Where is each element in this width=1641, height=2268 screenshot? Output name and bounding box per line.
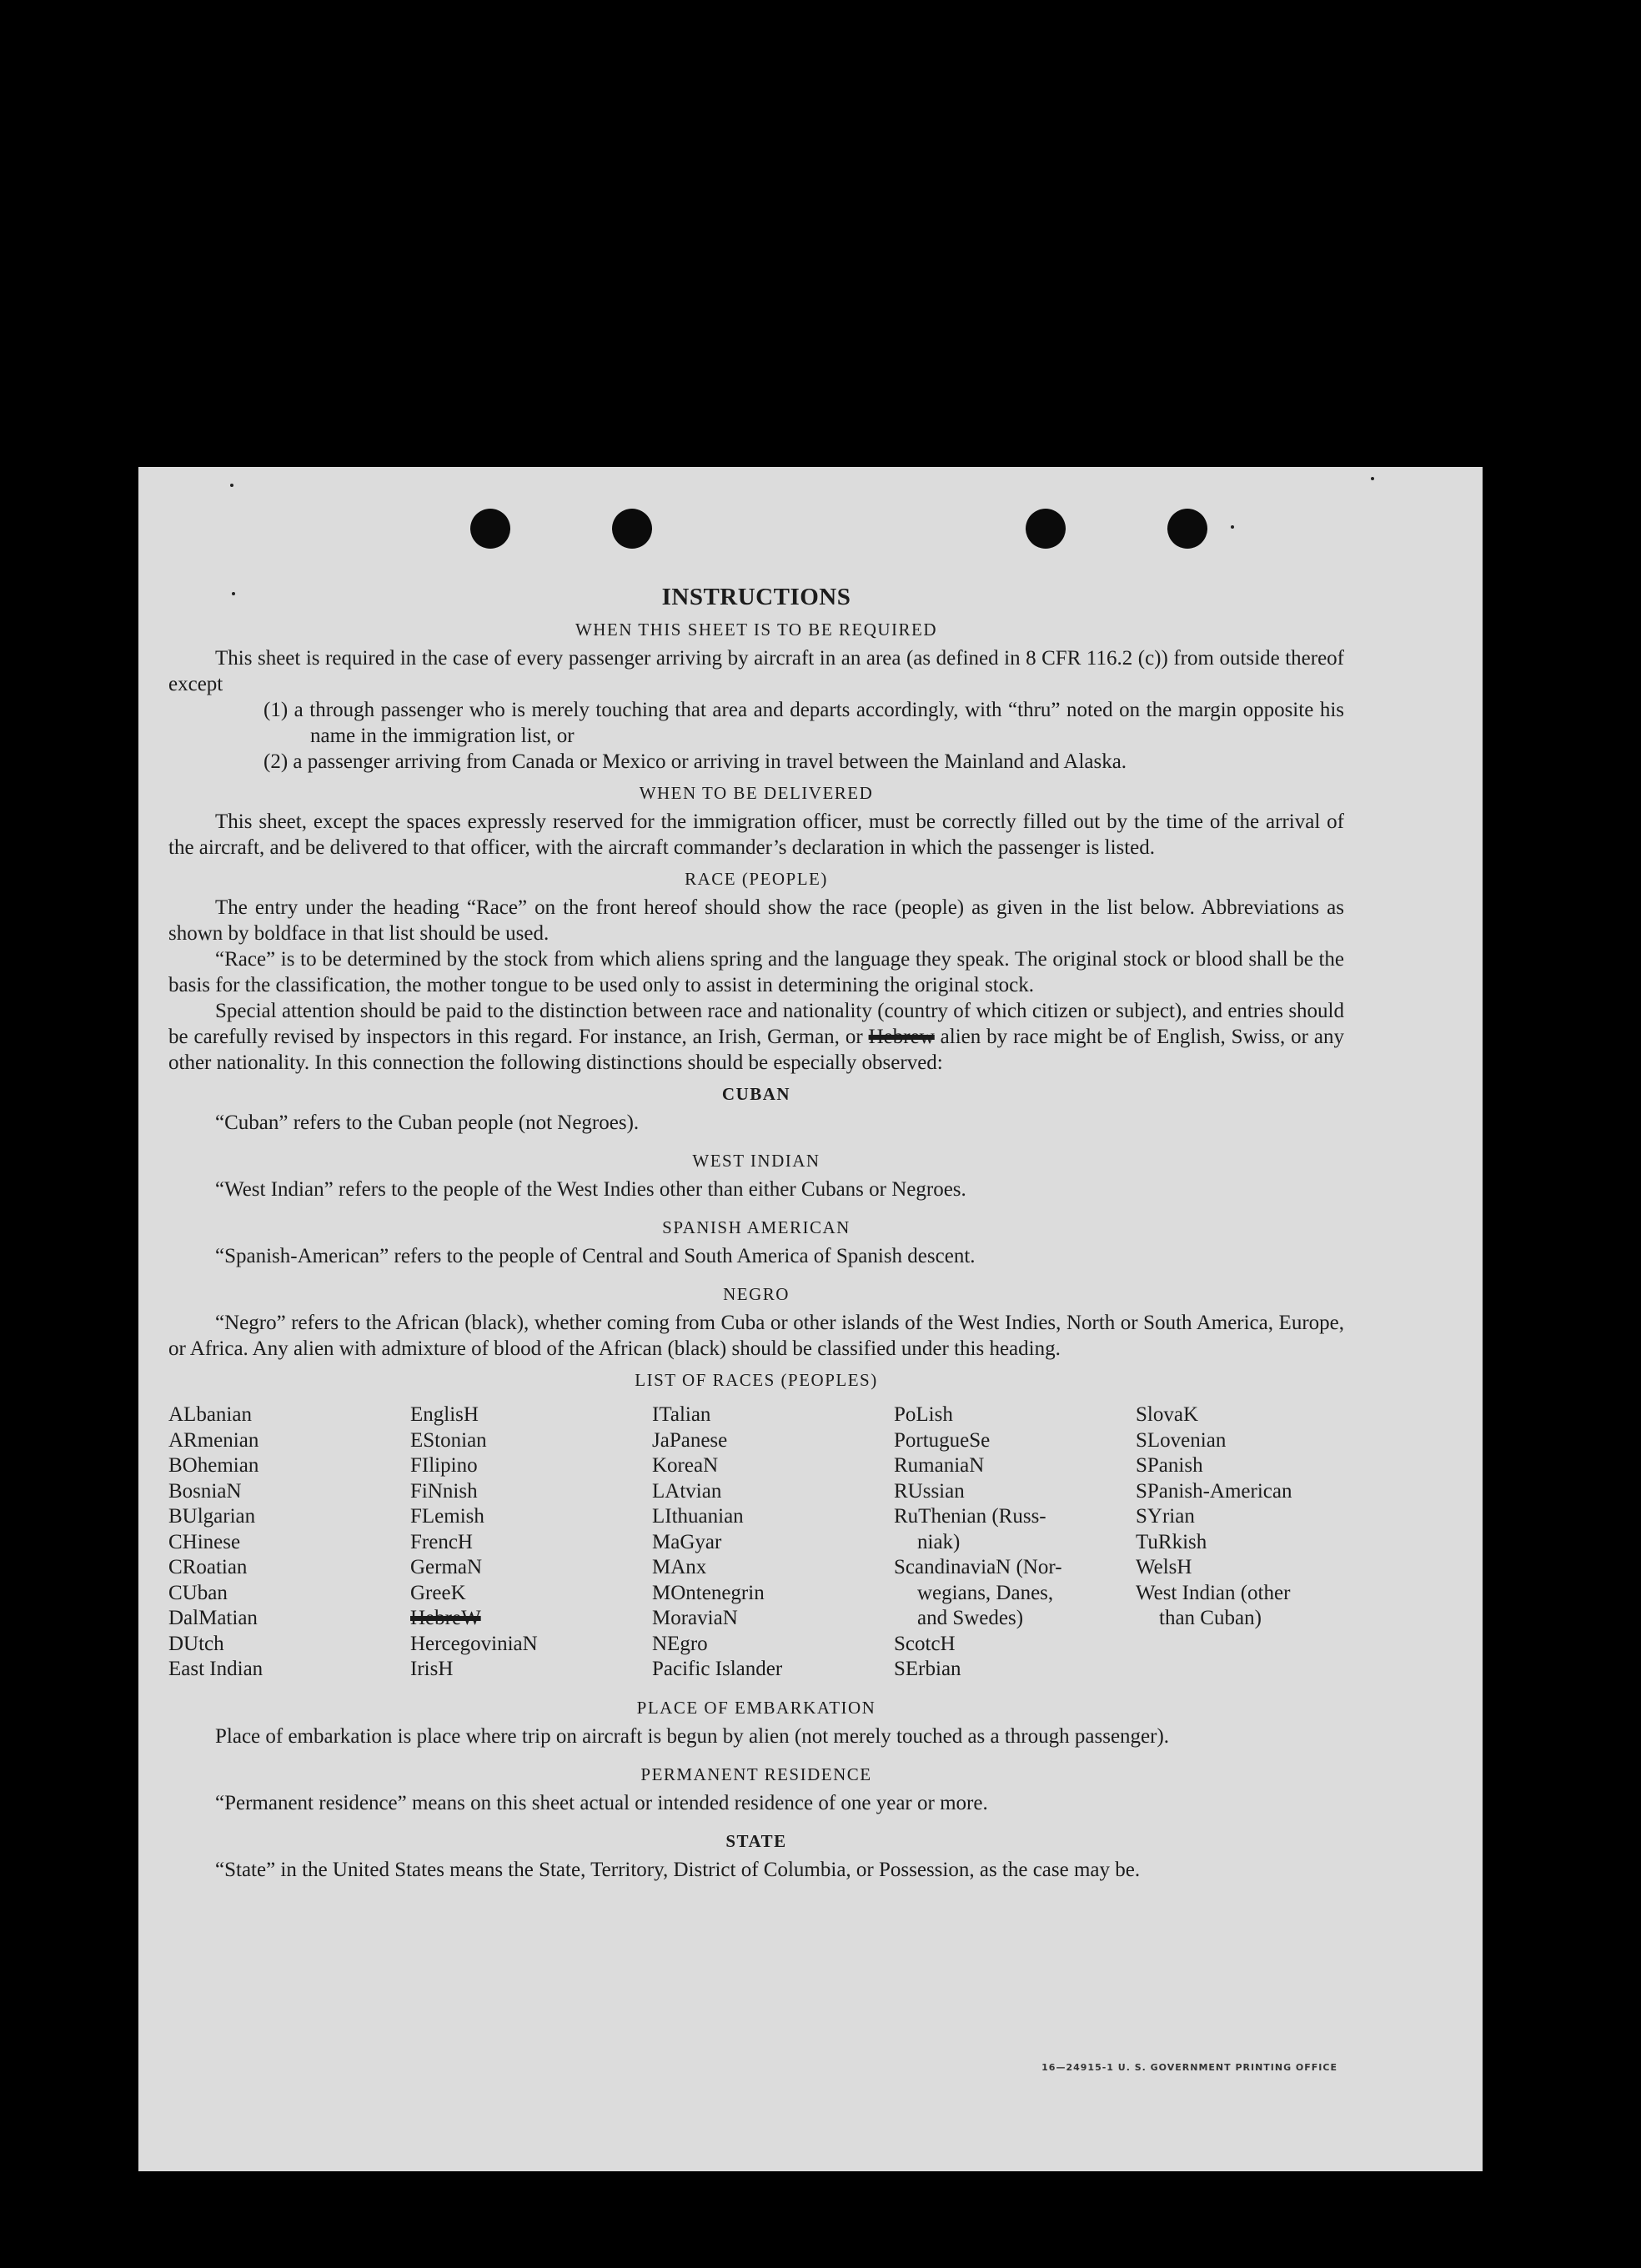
races-column <box>410 1402 652 1683</box>
race-paragraph-1: The entry under the heading “Race” on the front hereof should show the race (people) as given in the list below. Abbreviations as shown by boldface in that list should be used. <box>168 896 1344 945</box>
punch-hole <box>1026 509 1066 549</box>
definition-cuban: “Cuban” refers to the Cuban people (not Negroes). <box>215 1111 640 1134</box>
races-list-heading: LIST OF RACES (PEOPLES) <box>635 1370 878 1390</box>
race-entry: DUtch <box>168 1632 224 1655</box>
section-heading-required: WHEN THIS SHEET IS TO BE REQUIRED <box>575 620 938 640</box>
race-entry: CHinese <box>168 1530 241 1553</box>
definition-spanish-american: “Spanish-American” refers to the people of Central and South America of Spanish descent. <box>215 1245 976 1267</box>
race-paragraph-3 <box>168 998 1344 1076</box>
race-entry: East Indian <box>168 1658 263 1680</box>
race-entry-struck: HebreW <box>410 1607 481 1629</box>
race-entry: MoraviaN <box>652 1607 738 1629</box>
race-entry: SPanish <box>1136 1454 1203 1477</box>
race-entry: GreeK <box>410 1581 466 1604</box>
definition-heading-negro: NEGRO <box>723 1284 790 1304</box>
closing-heading-residence: PERMANENT RESIDENCE <box>640 1764 872 1784</box>
race-entry: NEgro <box>652 1632 708 1655</box>
race-entry: BosniaN <box>168 1479 242 1503</box>
special-text-b: alien by race might be of English, Swiss, or any other nationality. In this connection the following distinctions should be especially observed: <box>168 1026 1345 1074</box>
race-entry-continued: wegians, Danes, <box>917 1581 1054 1604</box>
race-entry: KoreaN <box>652 1454 719 1477</box>
race-entry-continued: niak) <box>917 1530 961 1553</box>
race-entry: RuThenian (Russ- <box>894 1505 1046 1528</box>
race-entry: WelsH <box>1136 1556 1192 1578</box>
race-entry: PoLish <box>894 1403 953 1426</box>
required-intro: This sheet is required in the case of every passenger arriving by aircraft in an area (as defined in 8 CFR 116.2 (c)) from outside thereof except <box>168 647 1344 695</box>
race-entry: CUban <box>168 1581 228 1604</box>
race-entry: ScandinaviaN (Nor- <box>894 1556 1062 1578</box>
races-column <box>168 1402 410 1683</box>
punch-hole <box>470 509 510 549</box>
race-entry: DalMatian <box>168 1607 258 1629</box>
race-entry: RUssian <box>894 1479 965 1503</box>
race-entry: SLovenian <box>1136 1428 1227 1452</box>
closing-heading-state: STATE <box>725 1830 787 1851</box>
races-column <box>894 1402 1136 1683</box>
race-entry: SErbian <box>894 1658 961 1680</box>
section-heading-delivered: WHEN TO BE DELIVERED <box>639 783 874 803</box>
struck-word: Hebrew <box>868 1026 935 1048</box>
race-entry: FIlipino <box>410 1454 478 1477</box>
section-heading-race: RACE (PEOPLE) <box>685 869 828 889</box>
document-sheet <box>138 467 1483 2171</box>
closing-heading-embarkation: PLACE OF EMBARKATION <box>636 1697 876 1718</box>
race-paragraph-2: “Race” is to be determined by the stock from which aliens spring and the language they speak. The original stock or blood shall be the basis for the classification, the mother tongue to be used only to assist in determining the original stock. <box>168 948 1344 996</box>
dust-speck <box>1231 525 1234 529</box>
definition-heading-cuban: CUBAN <box>721 1084 791 1104</box>
race-entry: FrencH <box>410 1530 473 1553</box>
race-entry: FLemish <box>410 1505 484 1528</box>
definition-negro: “Negro” refers to the African (black), whether coming from Cuba or other islands of the West Indies, North or South America, Europe, or Africa. Any alien with admixture of blood of the African (black) should be classified under this heading. <box>168 1312 1344 1360</box>
special-text-a: Special attention should be paid to the distinction between race and nationality (country of which citizen or subject), and entries should be carefully revised by inspectors in this regard. For instance, an Irish, German, or <box>168 1000 1344 1048</box>
closing-state: “State” in the United States means the State, Territory, District of Columbia, or Possession, as the case may be. <box>215 1858 1141 1881</box>
race-entry: SPanish-American <box>1136 1479 1292 1503</box>
race-entry: RumaniaN <box>894 1454 985 1477</box>
race-entry: LIthuanian <box>652 1505 744 1528</box>
race-entry: MAnx <box>652 1556 707 1578</box>
races-column <box>1136 1402 1369 1683</box>
dust-speck <box>230 484 233 487</box>
race-entry: HercegoviniaN <box>410 1632 538 1655</box>
race-entry-continued: than Cuban) <box>1159 1607 1262 1629</box>
race-entry: EStonian <box>410 1428 487 1452</box>
punch-hole <box>612 509 652 549</box>
race-entry: ScotcH <box>894 1632 956 1655</box>
definition-west-indian: “West Indian” refers to the people of the West Indies other than either Cubans or Negroes. <box>215 1178 966 1201</box>
race-entry: SYrian <box>1136 1505 1195 1528</box>
race-entry: Pacific Islander <box>652 1658 783 1680</box>
race-entry: IrisH <box>410 1658 454 1680</box>
race-entry: CRoatian <box>168 1556 248 1578</box>
delivered-paragraph: This sheet, except the spaces expressly reserved for the immigration officer, must be correctly filled out by the time of the arrival of the aircraft, and be delivered to that officer, with the aircraft commander’s declaration in which the passenger is listed. <box>168 810 1344 859</box>
race-entry-continued: and Swedes) <box>917 1607 1024 1629</box>
page-title: INSTRUCTIONS <box>661 584 851 610</box>
exception-item-1: (1) a through passenger who is merely touching that area and departs accordingly, with “thru” noted on the margin opposite his name in the immigration list, or <box>263 699 1344 747</box>
race-entry: JaPanese <box>652 1428 728 1452</box>
race-entry: ITalian <box>652 1403 711 1426</box>
race-entry: ARmenian <box>168 1428 259 1452</box>
race-entry: GermaN <box>410 1556 483 1578</box>
dust-speck <box>1371 477 1374 480</box>
race-entry: FiNnish <box>410 1479 478 1503</box>
race-entry: ALbanian <box>168 1403 252 1426</box>
race-entry: MOntenegrin <box>652 1581 765 1604</box>
punch-hole <box>1167 509 1207 549</box>
printing-office-footer: 16—24915-1 U. S. GOVERNMENT PRINTING OFFICE <box>1041 2062 1337 2073</box>
race-entry: EnglisH <box>410 1403 479 1426</box>
race-entry: BOhemian <box>168 1454 259 1477</box>
race-entry: West Indian (other <box>1136 1581 1291 1604</box>
closing-embarkation: Place of embarkation is place where trip on aircraft is begun by alien (not merely touched as a through passenger). <box>215 1724 1170 1748</box>
closing-residence: “Permanent residence” means on this sheet actual or intended residence of one year or more. <box>215 1791 988 1814</box>
instructions-content <box>168 584 1344 1883</box>
race-entry: LAtvian <box>652 1479 722 1503</box>
race-entry: MaGyar <box>652 1530 722 1553</box>
definition-heading-west-indian: WEST INDIAN <box>692 1151 820 1171</box>
race-entry: SlovaK <box>1136 1403 1198 1426</box>
race-entry: TuRkish <box>1136 1530 1207 1553</box>
race-entry: PortugueSe <box>894 1428 991 1452</box>
exception-item-2: (2) a passenger arriving from Canada or Mexico or arriving in travel between the Mainland and Alaska. <box>263 750 1127 773</box>
definition-heading-spanish-american: SPANISH AMERICAN <box>662 1217 851 1237</box>
races-list <box>168 1402 1344 1683</box>
races-column <box>652 1402 894 1683</box>
race-entry: BUlgarian <box>168 1505 256 1528</box>
